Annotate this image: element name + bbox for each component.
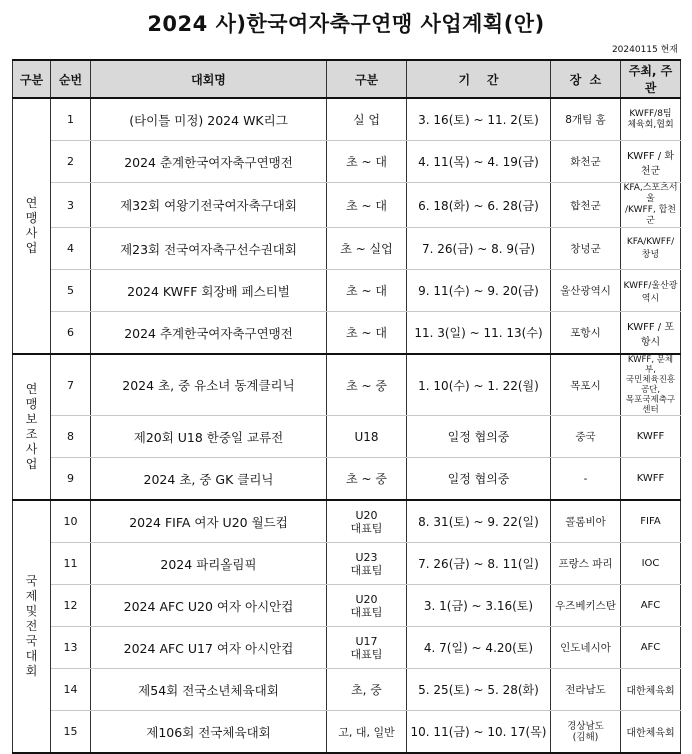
table-row [13,354,681,416]
event-name: 제32회 여왕기전국여자축구대회 [91,183,327,228]
date-note: 20240115 현재 [611,45,678,55]
place-cell: 프랑스 파리 [551,543,621,585]
host-cell: KWFF [621,458,681,501]
row-number: 5 [51,270,91,312]
table-row [13,500,681,543]
grade-cell: U23 대표팀 [327,543,407,585]
period-cell: 7. 26(금) ~ 8. 11(일) [407,543,551,585]
header-grade: 구분 [327,60,407,98]
grade-cell: U18 [327,416,407,458]
table-row [13,585,681,627]
host-cell: KWFF/울산광역시 [621,270,681,312]
page-title: 2024 사)한국여자축구연맹 사업계획(안) [147,12,545,36]
row-number: 2 [51,141,91,183]
period-cell: 일정 협의중 [407,416,551,458]
host-cell: KFA/KWFF/창녕 [621,228,681,270]
grade-cell: U17 대표팀 [327,627,407,669]
table-row [13,711,681,754]
event-name: 2024 춘계한국여자축구연맹전 [91,141,327,183]
event-name: 2024 AFC U17 여자 아시안컵 [91,627,327,669]
place-cell: 8개팀 홈 [551,98,621,141]
period-cell: 11. 3(일) ~ 11. 13(수) [407,312,551,355]
category-cell-federation [13,98,51,354]
host-cell: AFC [621,627,681,669]
host-cell: IOC [621,543,681,585]
place-cell: 콜롬비아 [551,500,621,543]
row-number: 1 [51,98,91,141]
place-cell: 경상남도 (김해) [551,711,621,754]
period-cell: 1. 10(수) ~ 1. 22(월) [407,354,551,416]
place-cell: 울산광역시 [551,270,621,312]
period-cell: 3. 1(금) ~ 3.16(토) [407,585,551,627]
grade-cell: 초 ~ 대 [327,141,407,183]
table-row [13,627,681,669]
row-number: 12 [51,585,91,627]
host-cell: KWFF / 포항시 [621,312,681,355]
host-cell: 대한체육회 [621,669,681,711]
row-number: 11 [51,543,91,585]
host-cell: KFA,스포츠서울 /KWFF, 합천군 [621,183,681,228]
event-name: 2024 추계한국여자축구연맹전 [91,312,327,355]
place-cell: 목포시 [551,354,621,416]
row-number: 6 [51,312,91,355]
host-cell: 대한체육회 [621,711,681,754]
place-cell: 중국 [551,416,621,458]
row-number: 10 [51,500,91,543]
host-cell: AFC [621,585,681,627]
period-cell: 일정 협의중 [407,458,551,501]
host-cell: KWFF / 화천군 [621,141,681,183]
period-cell: 7. 26(금) ~ 8. 9(금) [407,228,551,270]
header-place: 장 소 [551,60,621,98]
place-cell: 우즈베키스탄 [551,585,621,627]
header-category: 구분 [13,60,51,98]
event-name: 2024 AFC U20 여자 아시안컵 [91,585,327,627]
event-name: 2024 KWFF 회장배 페스티벌 [91,270,327,312]
table-row [13,543,681,585]
place-cell: 전라남도 [551,669,621,711]
host-cell: KWFF, 문체부, 국민체육진흥공단, 목포국제축구센터 [621,354,681,416]
period-cell: 9. 11(수) ~ 9. 20(금) [407,270,551,312]
place-cell: 화천군 [551,141,621,183]
table-row [13,312,681,355]
period-cell: 4. 7(일) ~ 4.20(토) [407,627,551,669]
host-cell: KWFF/8팀 체육회,협회 [621,98,681,141]
place-cell: - [551,458,621,501]
row-number: 3 [51,183,91,228]
host-cell: FIFA [621,500,681,543]
grade-cell: 초, 중 [327,669,407,711]
place-cell: 인도네시아 [551,627,621,669]
event-name: 2024 초, 중 유소녀 동계클리닉 [91,354,327,416]
row-number: 13 [51,627,91,669]
row-number: 15 [51,711,91,754]
category-label: 연 맹 보 조 사 업 [25,382,38,471]
place-cell: 포항시 [551,312,621,355]
table-row [13,98,681,141]
event-name: (타이틀 미정) 2024 WK리그 [91,98,327,141]
table-row [13,669,681,711]
event-name: 제20회 U18 한중일 교류전 [91,416,327,458]
period-cell: 6. 18(화) ~ 6. 28(금) [407,183,551,228]
event-name: 제23회 전국여자축구선수권대회 [91,228,327,270]
table-row [13,416,681,458]
row-number: 9 [51,458,91,501]
table-row [13,183,681,228]
table-header-row [13,60,681,98]
header-number: 순번 [51,60,91,98]
category-label: 연 맹 사 업 [25,196,38,255]
row-number: 8 [51,416,91,458]
grade-cell: U20 대표팀 [327,585,407,627]
period-cell: 3. 16(토) ~ 11. 2(토) [407,98,551,141]
period-cell: 8. 31(토) ~ 9. 22(일) [407,500,551,543]
table-row [13,270,681,312]
category-cell-support [13,354,51,500]
grade-cell: 고, 대, 일반 [327,711,407,754]
grade-cell: 실 업 [327,98,407,141]
host-cell: KWFF [621,416,681,458]
event-name: 제106회 전국체육대회 [91,711,327,754]
table-row [13,228,681,270]
grade-cell: 초 ~ 중 [327,354,407,416]
business-plan-table [12,59,681,754]
grade-cell: 초 ~ 중 [327,458,407,501]
event-name: 2024 FIFA 여자 U20 월드컵 [91,500,327,543]
event-name: 2024 초, 중 GK 클리닉 [91,458,327,501]
period-cell: 5. 25(토) ~ 5. 28(화) [407,669,551,711]
event-name: 제54회 전국소년체육대회 [91,669,327,711]
category-label: 국 제 및 전 국 대 회 [25,574,38,678]
period-cell: 10. 11(금) ~ 10. 17(목) [407,711,551,754]
header-event-name: 대회명 [91,60,327,98]
table-row [13,458,681,501]
place-cell: 창녕군 [551,228,621,270]
row-number: 4 [51,228,91,270]
row-number: 14 [51,669,91,711]
category-cell-international [13,500,51,753]
header-host: 주최, 주관 [621,60,681,98]
grade-cell: U20 대표팀 [327,500,407,543]
header-period: 기 간 [407,60,551,98]
grade-cell: 초 ~ 대 [327,183,407,228]
table-row [13,141,681,183]
event-name: 2024 파리올림픽 [91,543,327,585]
row-number: 7 [51,354,91,416]
grade-cell: 초 ~ 대 [327,270,407,312]
grade-cell: 초 ~ 대 [327,312,407,355]
place-cell: 합천군 [551,183,621,228]
grade-cell: 초 ~ 실업 [327,228,407,270]
period-cell: 4. 11(목) ~ 4. 19(금) [407,141,551,183]
